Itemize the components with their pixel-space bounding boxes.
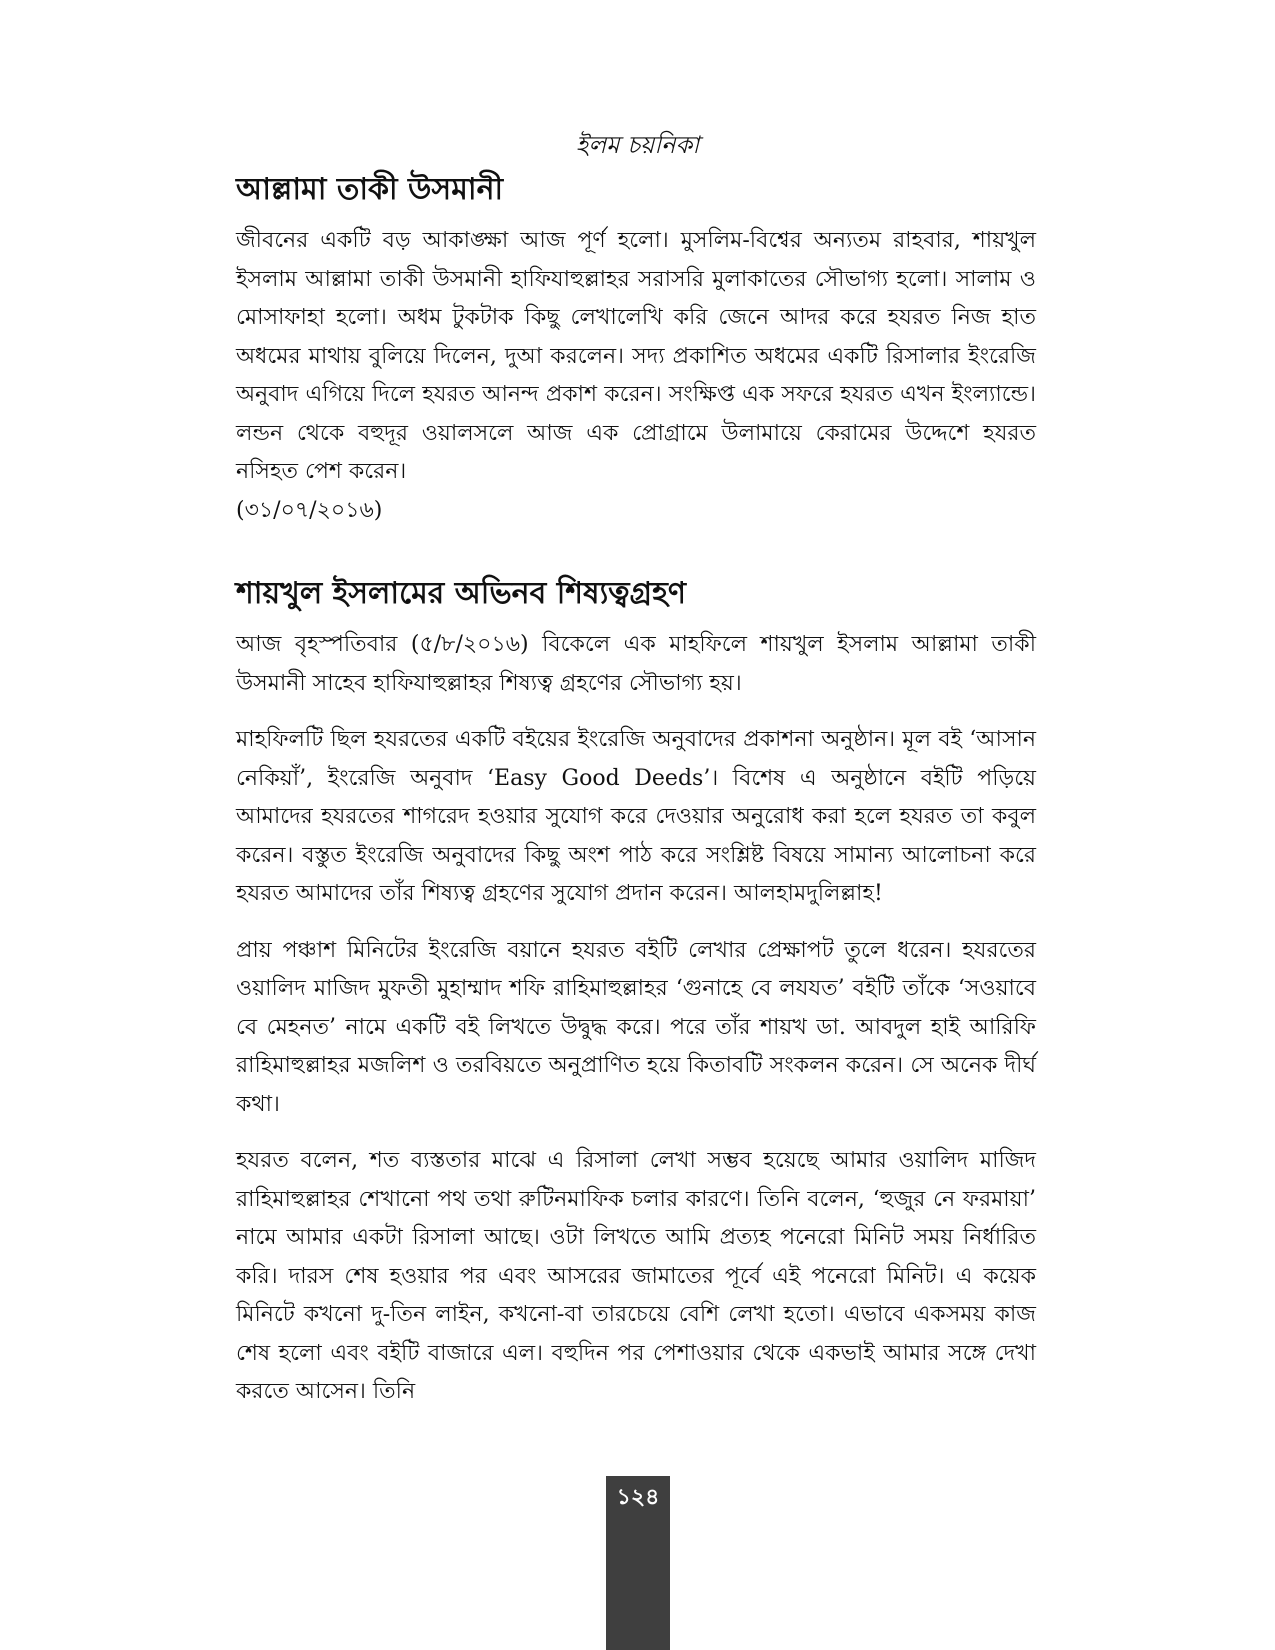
- paragraph: প্রায় পঞ্চাশ মিনিটের ইংরেজি বয়ানে হযরত বইটি লেখার প্রেক্ষাপট তুলে ধরেন। হযরতের ওয়ালিদ মাজিদ মুফতী মুহাম্মাদ শফি রাহিমাহুল্লাহর ‘গুনাহে বে লযযত’ বইটি তাঁকে ‘সওয়াবে বে মেহনত’ নামে একটি বই লিখতে উদ্বুদ্ধ করে। পরে তাঁর শায়খ ডা. আবদুল হাই আরিফি রাহিমাহুল্লাহর মজলিশ ও তরবিয়তে অনুপ্রাণিত হয়ে কিতাবটি সংকলন করেন। সে অনেক দীর্ঘ কথা।: [236, 937, 1036, 1117]
- paragraph: মাহফিলটি ছিল হযরতের একটি বইয়ের ইংরেজি অনুবাদের প্রকাশনা অনুষ্ঠান। মূল বই ‘আসান নেকিয়াঁ’, ইংরেজি অনুবাদ ‘Easy Good Deeds’। বিশেষ এ অনুষ্ঠানে বইটি পড়িয়ে আমাদের হযরতের শাগরেদ হওয়ার সুযোগ করে দেওয়ার অনুরোধ করা হলে হযরত তা কবুল করেন। বস্তুত ইংরেজি অনুবাদের কিছু অংশ পাঠ করে সংশ্লিষ্ট বিষয়ে সামান্য আলোচনা করে হযরত আমাদের তাঁর শিষ্যত্ব গ্রহণের সুযোগ প্রদান করেন। আলহামদুলিল্লাহ!: [236, 727, 1036, 906]
- paragraph: জীবনের একটি বড় আকাঙ্ক্ষা আজ পূর্ণ হলো। মুসলিম-বিশ্বের অন্যতম রাহবার, শায়খুল ইসলাম আল্লামা তাকী উসমানী হাফিযাহুল্লাহর সরাসরি মুলাকাতের সৌভাগ্য হলো। সালাম ও মোসাফাহা হলো। অধম টুকটাক কিছু লেখালেখি করি জেনে আদর করে হযরত নিজ হাত অধমের মাথায় বুলিয়ে দিলেন, দুআ করলেন। সদ্য প্রকাশিত অধমের একটি রিসালার ইংরেজি অনুবাদ এগিয়ে দিলে হযরত আনন্দ প্রকাশ করেন। সংক্ষিপ্ত এক সফরে হযরত এখন ইংল্যান্ডে। লন্ডন থেকে বহুদূর ওয়ালসলে আজ এক প্রোগ্রামে উলামায়ে কেরামের উদ্দেশে হযরত নসিহত পেশ করেন।: [236, 228, 1036, 484]
- page-number: ১২৪: [616, 1485, 660, 1510]
- paragraph: হযরত বলেন, শত ব্যস্ততার মাঝে এ রিসালা লেখা সম্ভব হয়েছে আমার ওয়ালিদ মাজিদ রাহিমাহুল্লাহর শেখানো পথ তথা রুটিনমাফিক চলার কারণে। তিনি বলেন, ‘হুজুর নে ফরমায়া’ নামে আমার একটা রিসালা আছে। ওটা লিখতে আমি প্রত্যহ পনেরো মিনিট সময় নির্ধারিত করি। দারস শেষ হওয়ার পর এবং আসরের জামাতের পূর্বে এই পনেরো মিনিট। এ কয়েক মিনিটে কখনো দু-তিন লাইন, কখনো-বা তারচেয়ে বেশি লেখা হতো। এভাবে একসময় কাজ শেষ হলো এবং বইটি বাজারে এল। বহুদিন পর পেশাওয়ার থেকে একভাই আমার সঙ্গে দেখা করতে আসেন। তিনি: [236, 1148, 1036, 1404]
- section-title-discipleship: শায়খুল ইসলামের অভিনব শিষ্যত্বগ্রহণ: [236, 576, 687, 611]
- page-number-tab: [606, 1476, 670, 1650]
- running-header: ইলম চয়নিকা: [575, 131, 700, 159]
- paragraph: আজ বৃহস্পতিবার (৫/৮/২০১৬) বিকেলে এক মাহফিলে শায়খুল ইসলাম আল্লামা তাকী উসমানী সাহেব হাফিযাহুল্লাহর শিষ্যত্ব গ্রহণের সৌভাগ্য হয়।: [236, 632, 1036, 696]
- page-content: [236, 168, 1036, 1430]
- date-line: (৩১/০৭/২০১৬): [236, 497, 383, 523]
- section-title-usmani: আল্লামা তাকী উসমানী: [236, 172, 504, 207]
